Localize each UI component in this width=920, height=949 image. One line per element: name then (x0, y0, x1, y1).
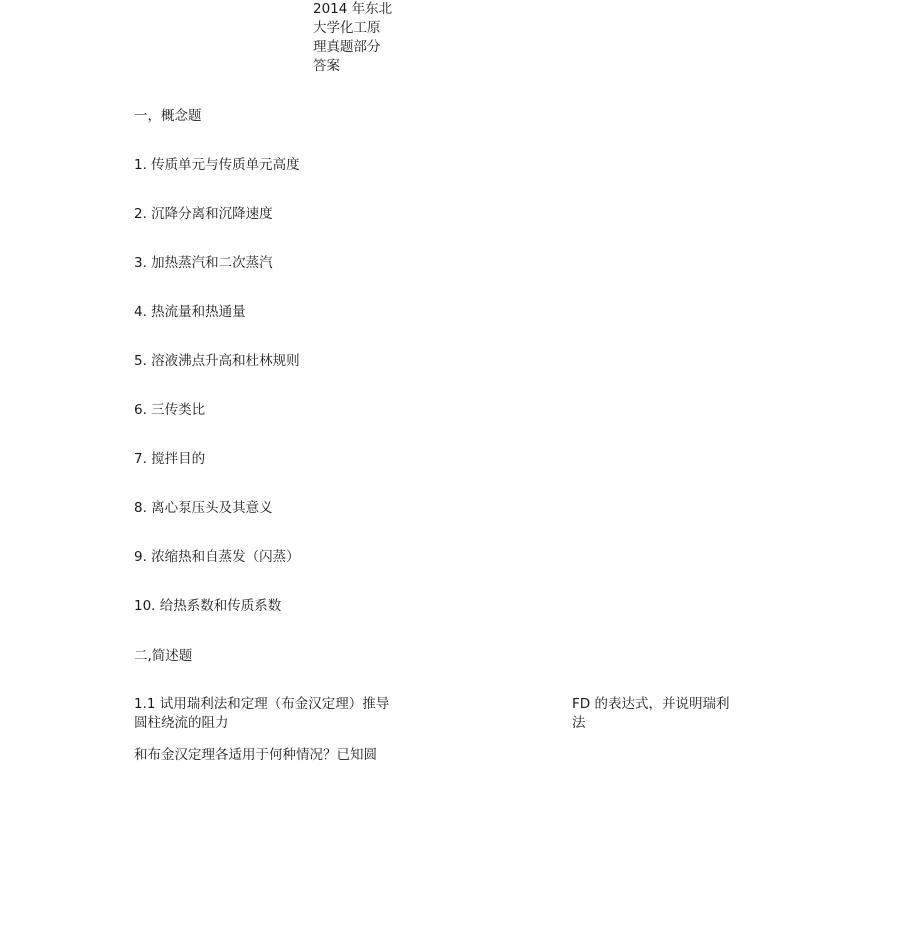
question-continuation: 和布金汉定理各适用于何种情况？已知圆 (134, 747, 377, 763)
concept-item: 1. 传质单元与传质单元高度 (134, 157, 300, 173)
question-1-left-column (134, 695, 424, 733)
concept-item: 10. 给热系数和传质系数 (134, 598, 282, 614)
title-line: 大学化工原 (313, 20, 381, 36)
title-line: 2014 年东北 (313, 1, 393, 17)
concept-item: 6. 三传类比 (134, 402, 206, 418)
section-heading-short-answer: 二,简述题 (134, 648, 193, 664)
question-text: 1.1 试用瑞利法和定理（布金汉定理）推导 (134, 696, 390, 712)
title-line: 理真题部分 (313, 39, 381, 55)
question-text: 圆柱绕流的阻力 (134, 715, 229, 731)
title-line: 答案 (313, 58, 340, 74)
concept-item: 7. 搅拌目的 (134, 451, 206, 467)
concept-item: 8. 离心泵压头及其意义 (134, 500, 273, 516)
concept-item: 2. 沉降分离和沉降速度 (134, 206, 273, 222)
section-heading-concepts: 一，概念题 (134, 108, 202, 124)
concept-item: 4. 热流量和热通量 (134, 304, 246, 320)
question-text: FD 的表达式，并说明瑞利 (572, 696, 730, 712)
concept-item: 9. 浓缩热和自蒸发（闪蒸） (134, 549, 300, 565)
question-text: 法 (572, 715, 586, 731)
question-1-right-column (572, 695, 752, 733)
concept-item: 3. 加热蒸汽和二次蒸汽 (134, 255, 273, 271)
document-title (313, 0, 403, 76)
concept-item: 5. 溶液沸点升高和杜林规则 (134, 353, 300, 369)
